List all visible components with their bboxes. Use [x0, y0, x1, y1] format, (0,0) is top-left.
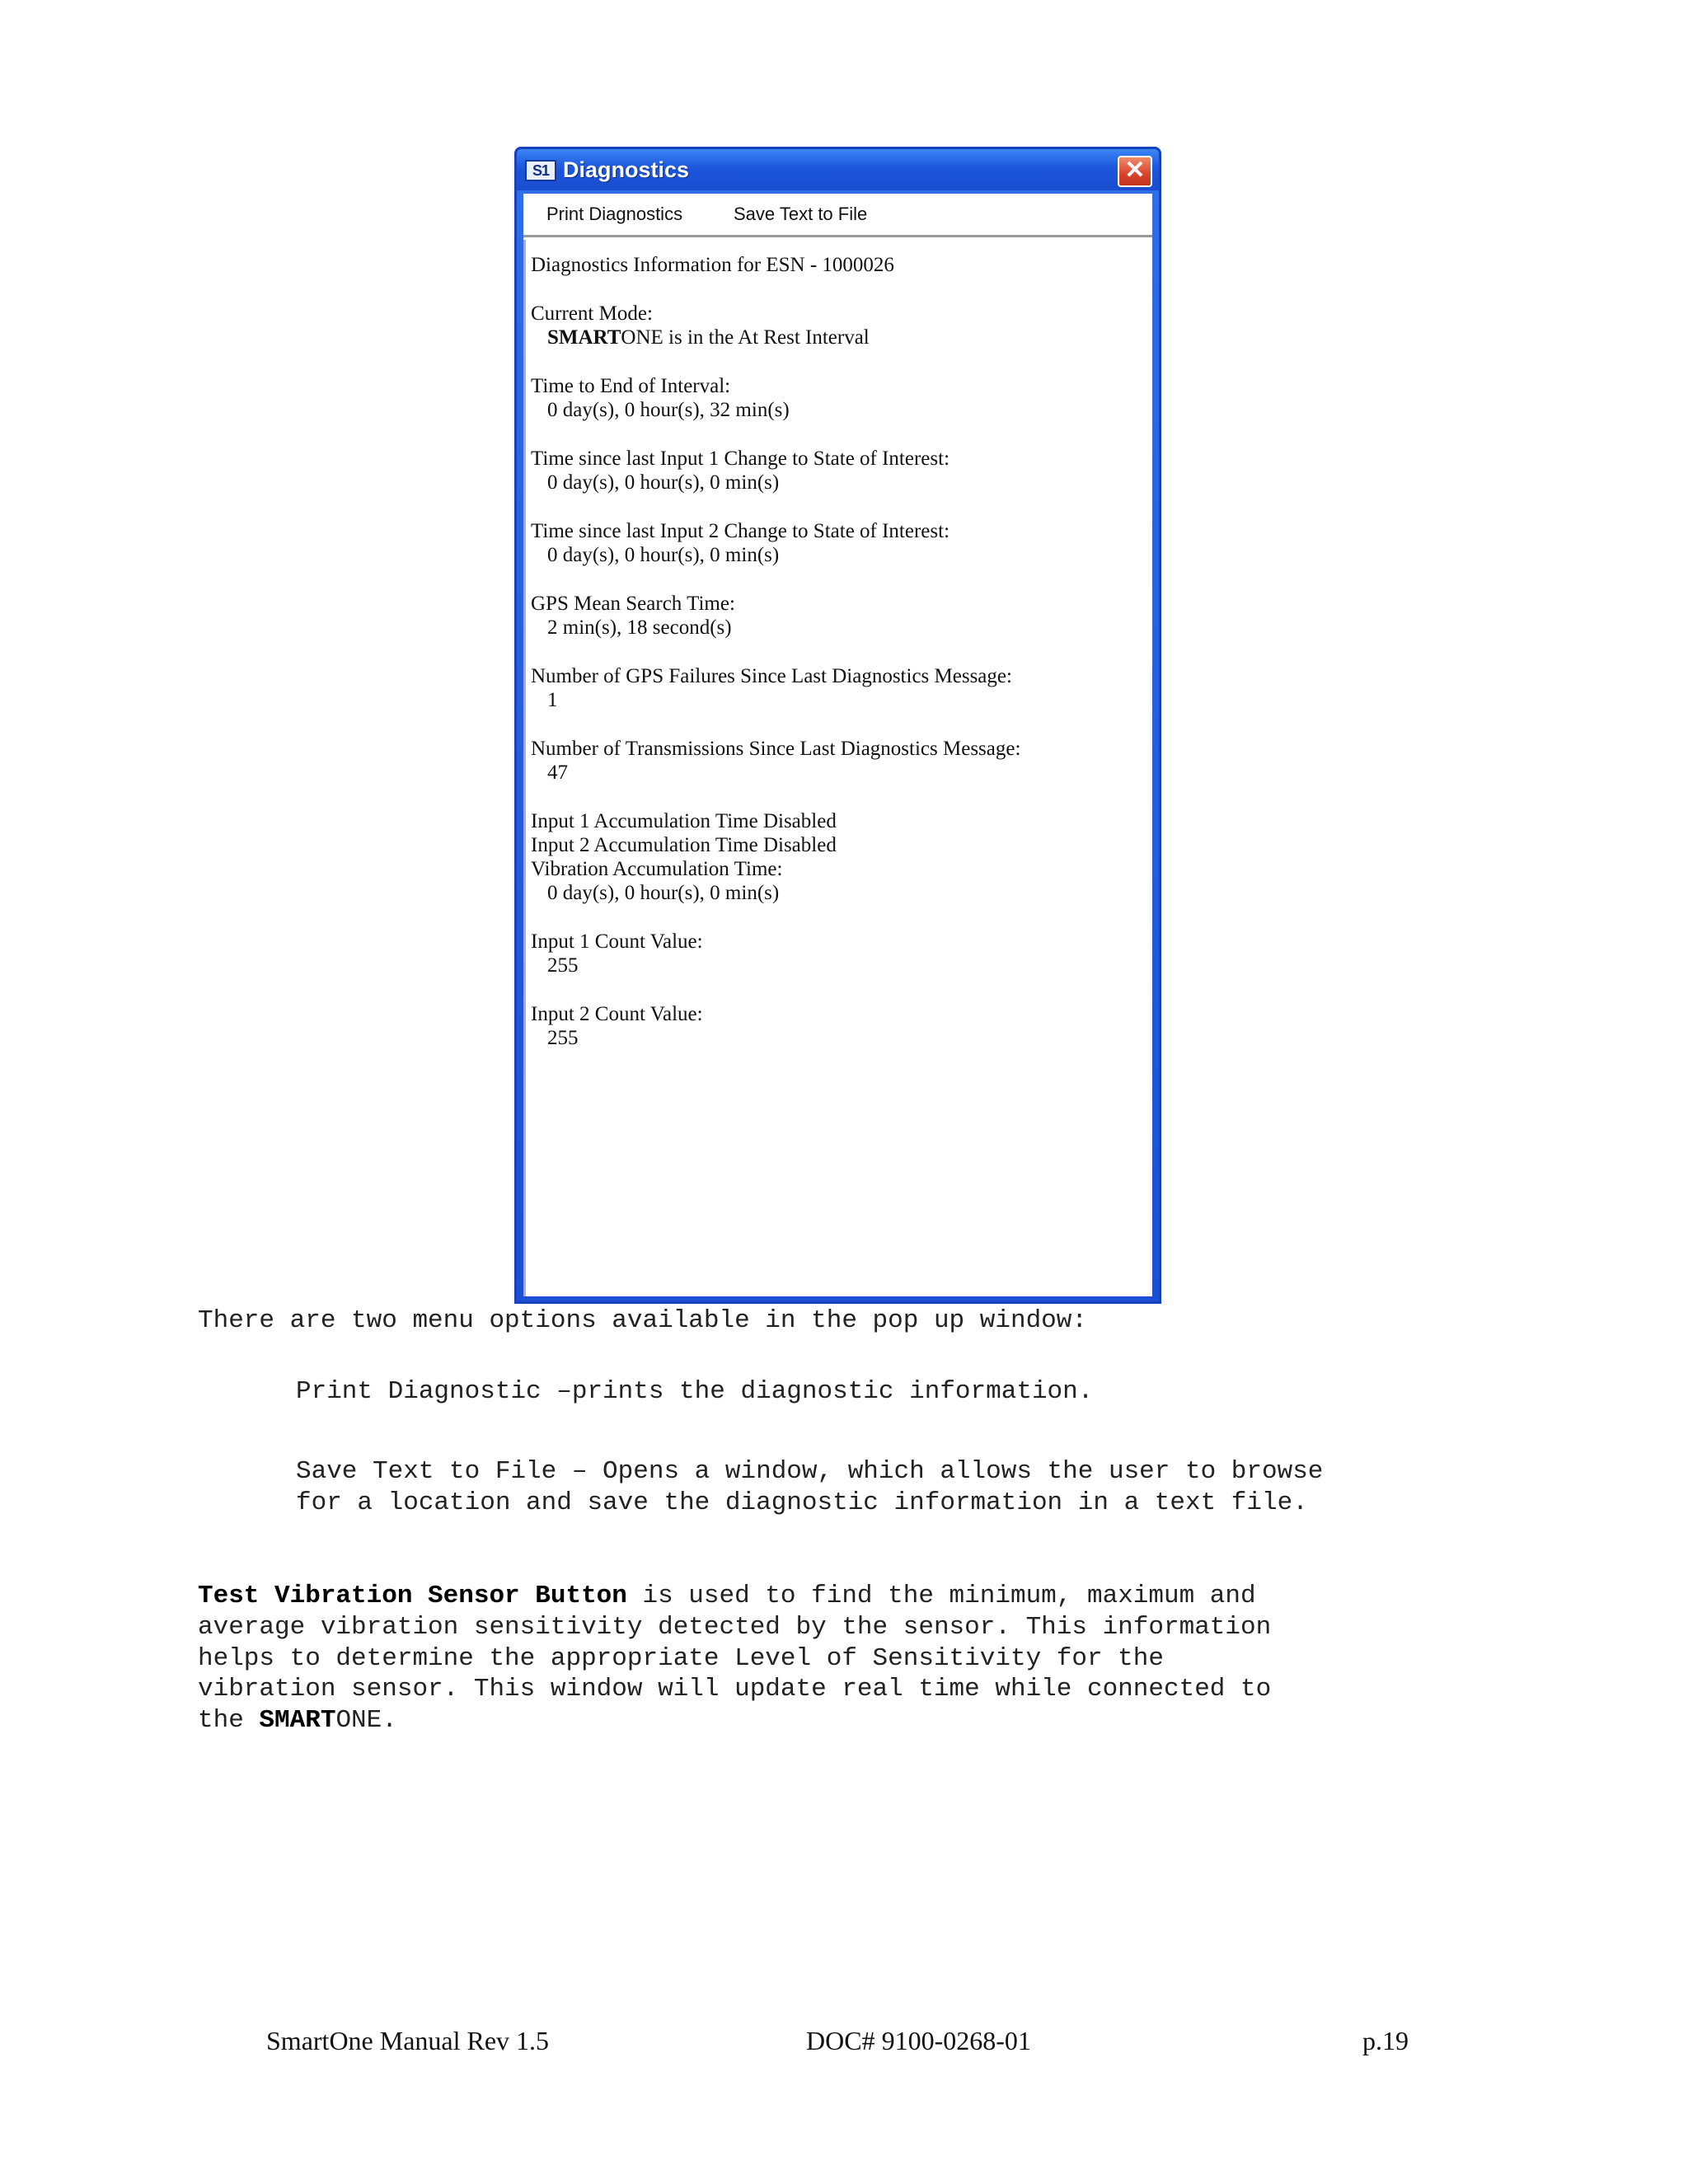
test-vibration-line-4: vibration sensor. This window will update real time while connected to: [198, 1675, 1272, 1704]
tx-label: Number of Transmissions Since Last Diagnostics Message:: [531, 738, 1021, 760]
window-title: Diagnostics: [563, 157, 690, 182]
count2-value: 255: [547, 1027, 579, 1049]
menu-print-diagnostics[interactable]: Print Diagnostics: [546, 204, 683, 224]
gps-fail-label: Number of GPS Failures Since Last Diagnostics Message:: [531, 665, 1012, 687]
interval-label: Time to End of Interval:: [531, 375, 731, 397]
mode-label: Current Mode:: [531, 302, 653, 325]
gps-label: GPS Mean Search Time:: [531, 593, 735, 615]
window-titlebar[interactable]: [517, 149, 1159, 190]
gps-value: 2 min(s), 18 second(s): [547, 616, 732, 639]
line5-post: ONE.: [335, 1706, 397, 1735]
diagnostics-text-area[interactable]: [523, 240, 1152, 1296]
input1-change-label: Time since last Input 1 Change to State of Interest:: [531, 448, 950, 470]
vib-value: 0 day(s), 0 hour(s), 0 min(s): [547, 882, 780, 904]
count1-label: Input 1 Count Value:: [531, 930, 703, 953]
interval-value: 0 day(s), 0 hour(s), 32 min(s): [547, 399, 790, 421]
test-vibration-rest: is used to find the minimum, maximum and: [626, 1582, 1256, 1610]
intro-text: There are two menu options available in the pop up window:: [198, 1306, 1087, 1335]
mode-value: [547, 326, 870, 350]
vib-label: Vibration Accumulation Time:: [531, 858, 783, 880]
mode-brand-rest: ONE is in the At Rest Interval: [621, 326, 870, 349]
count2-label: Input 2 Count Value:: [531, 1003, 703, 1025]
diag-header: Diagnostics Information for ESN - 1000026: [531, 254, 894, 276]
test-vibration-line-3: helps to determine the appropriate Level of Sensitivity for the: [198, 1644, 1164, 1673]
gps-fail-value: 1: [547, 689, 558, 711]
close-button[interactable]: ✕: [1118, 156, 1152, 187]
diagnostics-window: [514, 147, 1161, 1304]
mode-brand-bold: SMART: [547, 326, 621, 349]
line5-pre: the: [198, 1706, 260, 1735]
footer-doc-number: DOC# 9100-0268-01: [806, 2026, 1031, 2055]
print-description: Print Diagnostic –prints the diagnostic information.: [296, 1377, 1094, 1406]
tx-value: 47: [547, 762, 568, 784]
input2-change-value: 0 day(s), 0 hour(s), 0 min(s): [547, 544, 780, 566]
app-icon: S1: [525, 160, 556, 181]
save-description-line-2: for a location and save the diagnostic information in a text file.: [296, 1488, 1308, 1517]
count1-value: 255: [547, 954, 579, 977]
input2-change-label: Time since last Input 2 Change to State of Interest:: [531, 520, 950, 542]
footer-page-number: p.19: [1362, 2026, 1409, 2055]
input2-accum: Input 2 Accumulation Time Disabled: [531, 834, 837, 856]
menu-save-text-to-file[interactable]: Save Text to File: [734, 204, 868, 224]
test-vibration-line-2: average vibration sensitivity detected by the sensor. This information: [198, 1613, 1272, 1642]
smartone-brand-bold: SMART: [259, 1706, 336, 1735]
test-vibration-line-5: [198, 1705, 397, 1736]
test-vibration-button-term: Test Vibration Sensor Button: [198, 1582, 627, 1610]
test-vibration-line-1: [198, 1581, 1256, 1612]
footer-manual-rev: SmartOne Manual Rev 1.5: [266, 2026, 550, 2055]
input1-accum: Input 1 Accumulation Time Disabled: [531, 810, 837, 832]
menu-bar: [523, 194, 1152, 237]
window-client: [523, 194, 1152, 1296]
input1-change-value: 0 day(s), 0 hour(s), 0 min(s): [547, 471, 780, 494]
save-description-line-1: Save Text to File – Opens a window, which allows the user to browse: [296, 1457, 1324, 1486]
